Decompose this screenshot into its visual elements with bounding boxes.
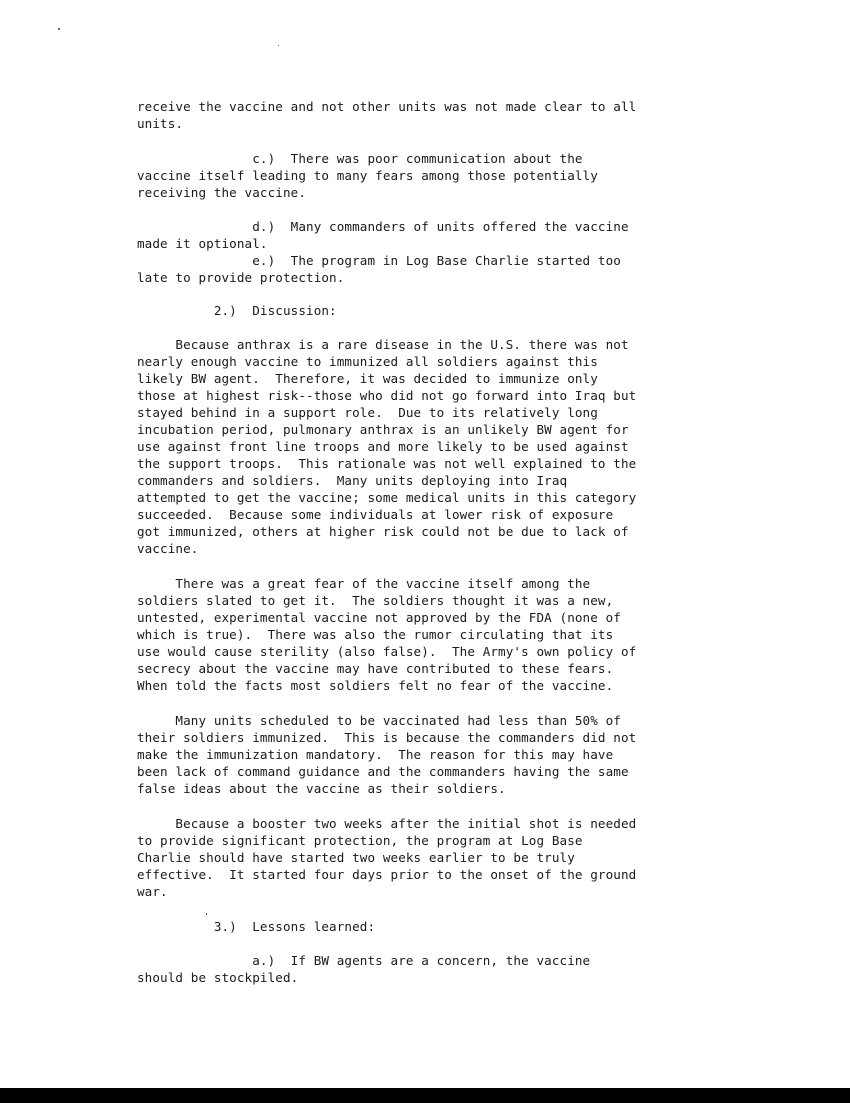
body-line: Charlie should have started two weeks earlier to be truly [137,850,575,865]
body-line: should be stockpiled. [137,970,299,985]
body-line: e.) The program in Log Base Charlie started too [137,253,621,268]
body-line: untested, experimental vaccine not approved by the FDA (none of [137,610,621,625]
section-heading: 3.) Lessons learned: [137,919,376,934]
body-line: vaccine. [137,541,199,556]
body-line: false ideas about the vaccine as their soldiers. [137,781,506,796]
body-line: vaccine itself leading to many fears among those potentially [137,168,598,183]
body-line: stayed behind in a support role. Due to its relatively long [137,405,598,420]
body-line: the support troops. This rationale was not well explained to the [137,456,637,471]
body-line: soldiers slated to get it. The soldiers thought it was a new, [137,593,614,608]
body-line: Many units scheduled to be vaccinated had less than 50% of [137,713,621,728]
body-line: a.) If BW agents are a concern, the vaccine [137,953,591,968]
scan-speck [278,45,279,46]
body-line: effective. It started four days prior to the onset of the ground [137,867,637,882]
body-line: likely BW agent. Therefore, it was decided to immunize only [137,371,598,386]
body-line: to provide significant protection, the program at Log Base [137,833,583,848]
body-line: succeeded. Because some individuals at lower risk of exposure [137,507,614,522]
body-line: commanders and soldiers. Many units deploying into Iraq [137,473,568,488]
body-line: c.) There was poor communication about the [137,151,583,166]
body-line: make the immunization mandatory. The reason for this may have [137,747,614,762]
body-line: been lack of command guidance and the commanders having the same [137,764,629,779]
body-line: got immunized, others at higher risk could not be due to lack of [137,524,629,539]
body-line: There was a great fear of the vaccine itself among the [137,576,591,591]
body-line: nearly enough vaccine to immunized all soldiers against this [137,354,598,369]
body-line: When told the facts most soldiers felt no fear of the vaccine. [137,678,614,693]
body-line: use would cause sterility (also false). The Army's own policy of [137,644,637,659]
body-line: which is true). There was also the rumor circulating that its [137,627,614,642]
body-line: incubation period, pulmonary anthrax is an unlikely BW agent for [137,422,629,437]
body-line: attempted to get the vaccine; some medical units in this category [137,490,637,505]
body-line: receiving the vaccine. [137,185,307,200]
body-line: made it optional. [137,236,268,251]
scan-speck [58,28,60,30]
body-line: secrecy about the vaccine may have contributed to these fears. [137,661,614,676]
body-line: Because anthrax is a rare disease in the U.S. there was not [137,337,629,352]
body-line: those at highest risk--those who did not go forward into Iraq but [137,388,637,403]
body-line: receive the vaccine and not other units was not made clear to all [137,99,637,114]
body-line: war. [137,884,168,899]
scan-border [0,1088,850,1103]
body-line: units. [137,116,184,131]
body-line: d.) Many commanders of units offered the vaccine [137,219,629,234]
body-line: use against front line troops and more likely to be used against [137,439,629,454]
body-line: Because a booster two weeks after the initial shot is needed [137,816,637,831]
body-line: their soldiers immunized. This is because the commanders did not [137,730,637,745]
body-line: late to provide protection. [137,270,345,285]
scan-speck [206,913,207,915]
section-heading: 2.) Discussion: [137,303,337,318]
